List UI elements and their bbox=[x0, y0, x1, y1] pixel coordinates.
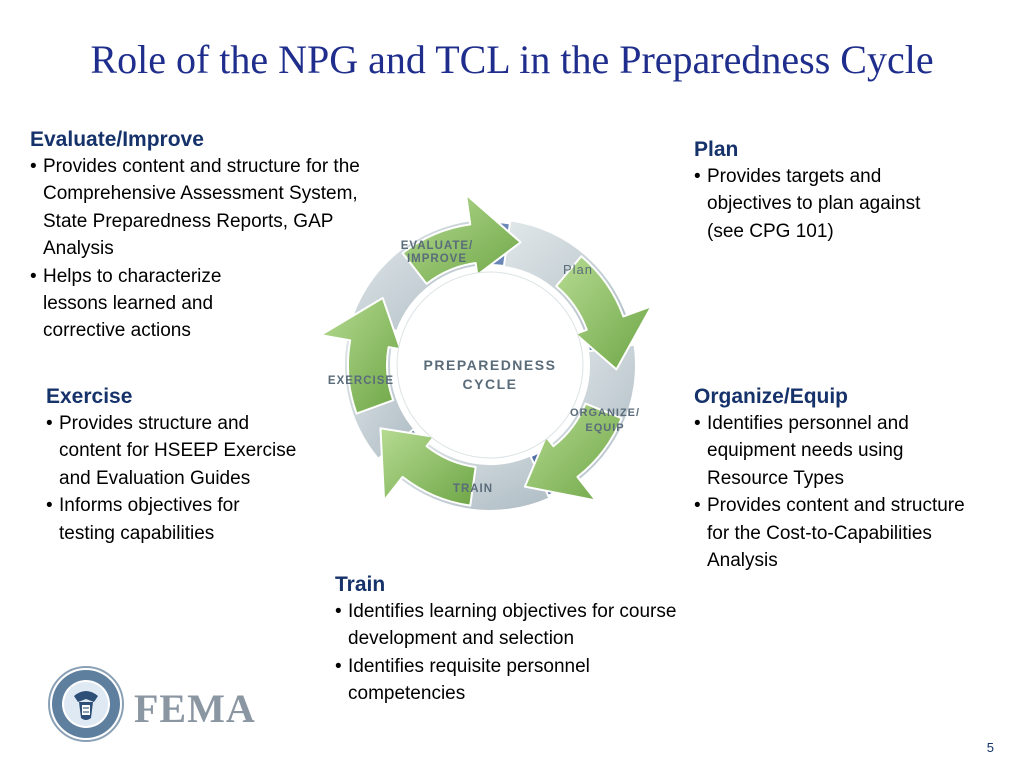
bullet-item: • Helps to characterize lessons learned and corrective actions bbox=[30, 263, 273, 345]
fema-logo-text: FEMA bbox=[134, 686, 256, 731]
preparedness-cycle-diagram bbox=[270, 150, 690, 560]
bullet-item: • Provides content and structure for the Cost-to-Capabilities Analysis bbox=[694, 492, 969, 574]
bullet-item: • Provides structure and content for HSEEP Exercise and Evaluation Guides bbox=[46, 410, 309, 492]
bullet-item: • Identifies learning objectives for course development and selection bbox=[335, 598, 683, 653]
plan-bullets bbox=[694, 163, 954, 245]
center-label-line1: PREPAREDNESS bbox=[423, 357, 557, 373]
organize-equip-section bbox=[694, 384, 994, 574]
bullet-item: • Identifies requisite personnel competencies bbox=[335, 653, 658, 708]
bullet-item: • Informs objectives for testing capabilities bbox=[46, 492, 289, 547]
exercise-heading: Exercise bbox=[46, 385, 133, 408]
page-number: 5 bbox=[986, 740, 994, 755]
evaluate-label-line1: EVALUATE/ bbox=[400, 240, 474, 252]
train-heading: Train bbox=[335, 573, 386, 596]
exercise-label: EXERCISE bbox=[327, 375, 395, 387]
train-section bbox=[335, 572, 685, 708]
plan-heading: Plan bbox=[694, 138, 739, 161]
dhs-seal-icon bbox=[46, 664, 126, 744]
train-bullets bbox=[335, 598, 685, 708]
organize-equip-bullets bbox=[694, 410, 994, 574]
plan-section bbox=[694, 137, 954, 245]
slide-title: Role of the NPG and TCL in the Preparedness Cycle bbox=[90, 37, 934, 82]
fema-logo bbox=[46, 664, 266, 744]
plan-label: Plan bbox=[562, 262, 594, 277]
train-label: TRAIN bbox=[452, 483, 494, 495]
center-label-line2: CYCLE bbox=[462, 376, 518, 392]
bullet-item: • Provides targets and objectives to plan against (see CPG 101) bbox=[694, 163, 937, 245]
evaluate-label-line2: IMPROVE bbox=[406, 253, 468, 265]
organize-label-line1: ORGANIZE/ bbox=[569, 407, 641, 419]
organize-equip-heading: Organize/Equip bbox=[694, 385, 849, 408]
bullet-item: • Identifies personnel and equipment needs using Resource Types bbox=[694, 410, 962, 492]
organize-label-line2: EQUIP bbox=[585, 422, 625, 434]
evaluate-improve-heading: Evaluate/Improve bbox=[30, 128, 204, 151]
bullet-item: • Provides content and structure for the Comprehensive Assessment System, State Preparedness Reports, GAP Analysis bbox=[30, 153, 388, 263]
